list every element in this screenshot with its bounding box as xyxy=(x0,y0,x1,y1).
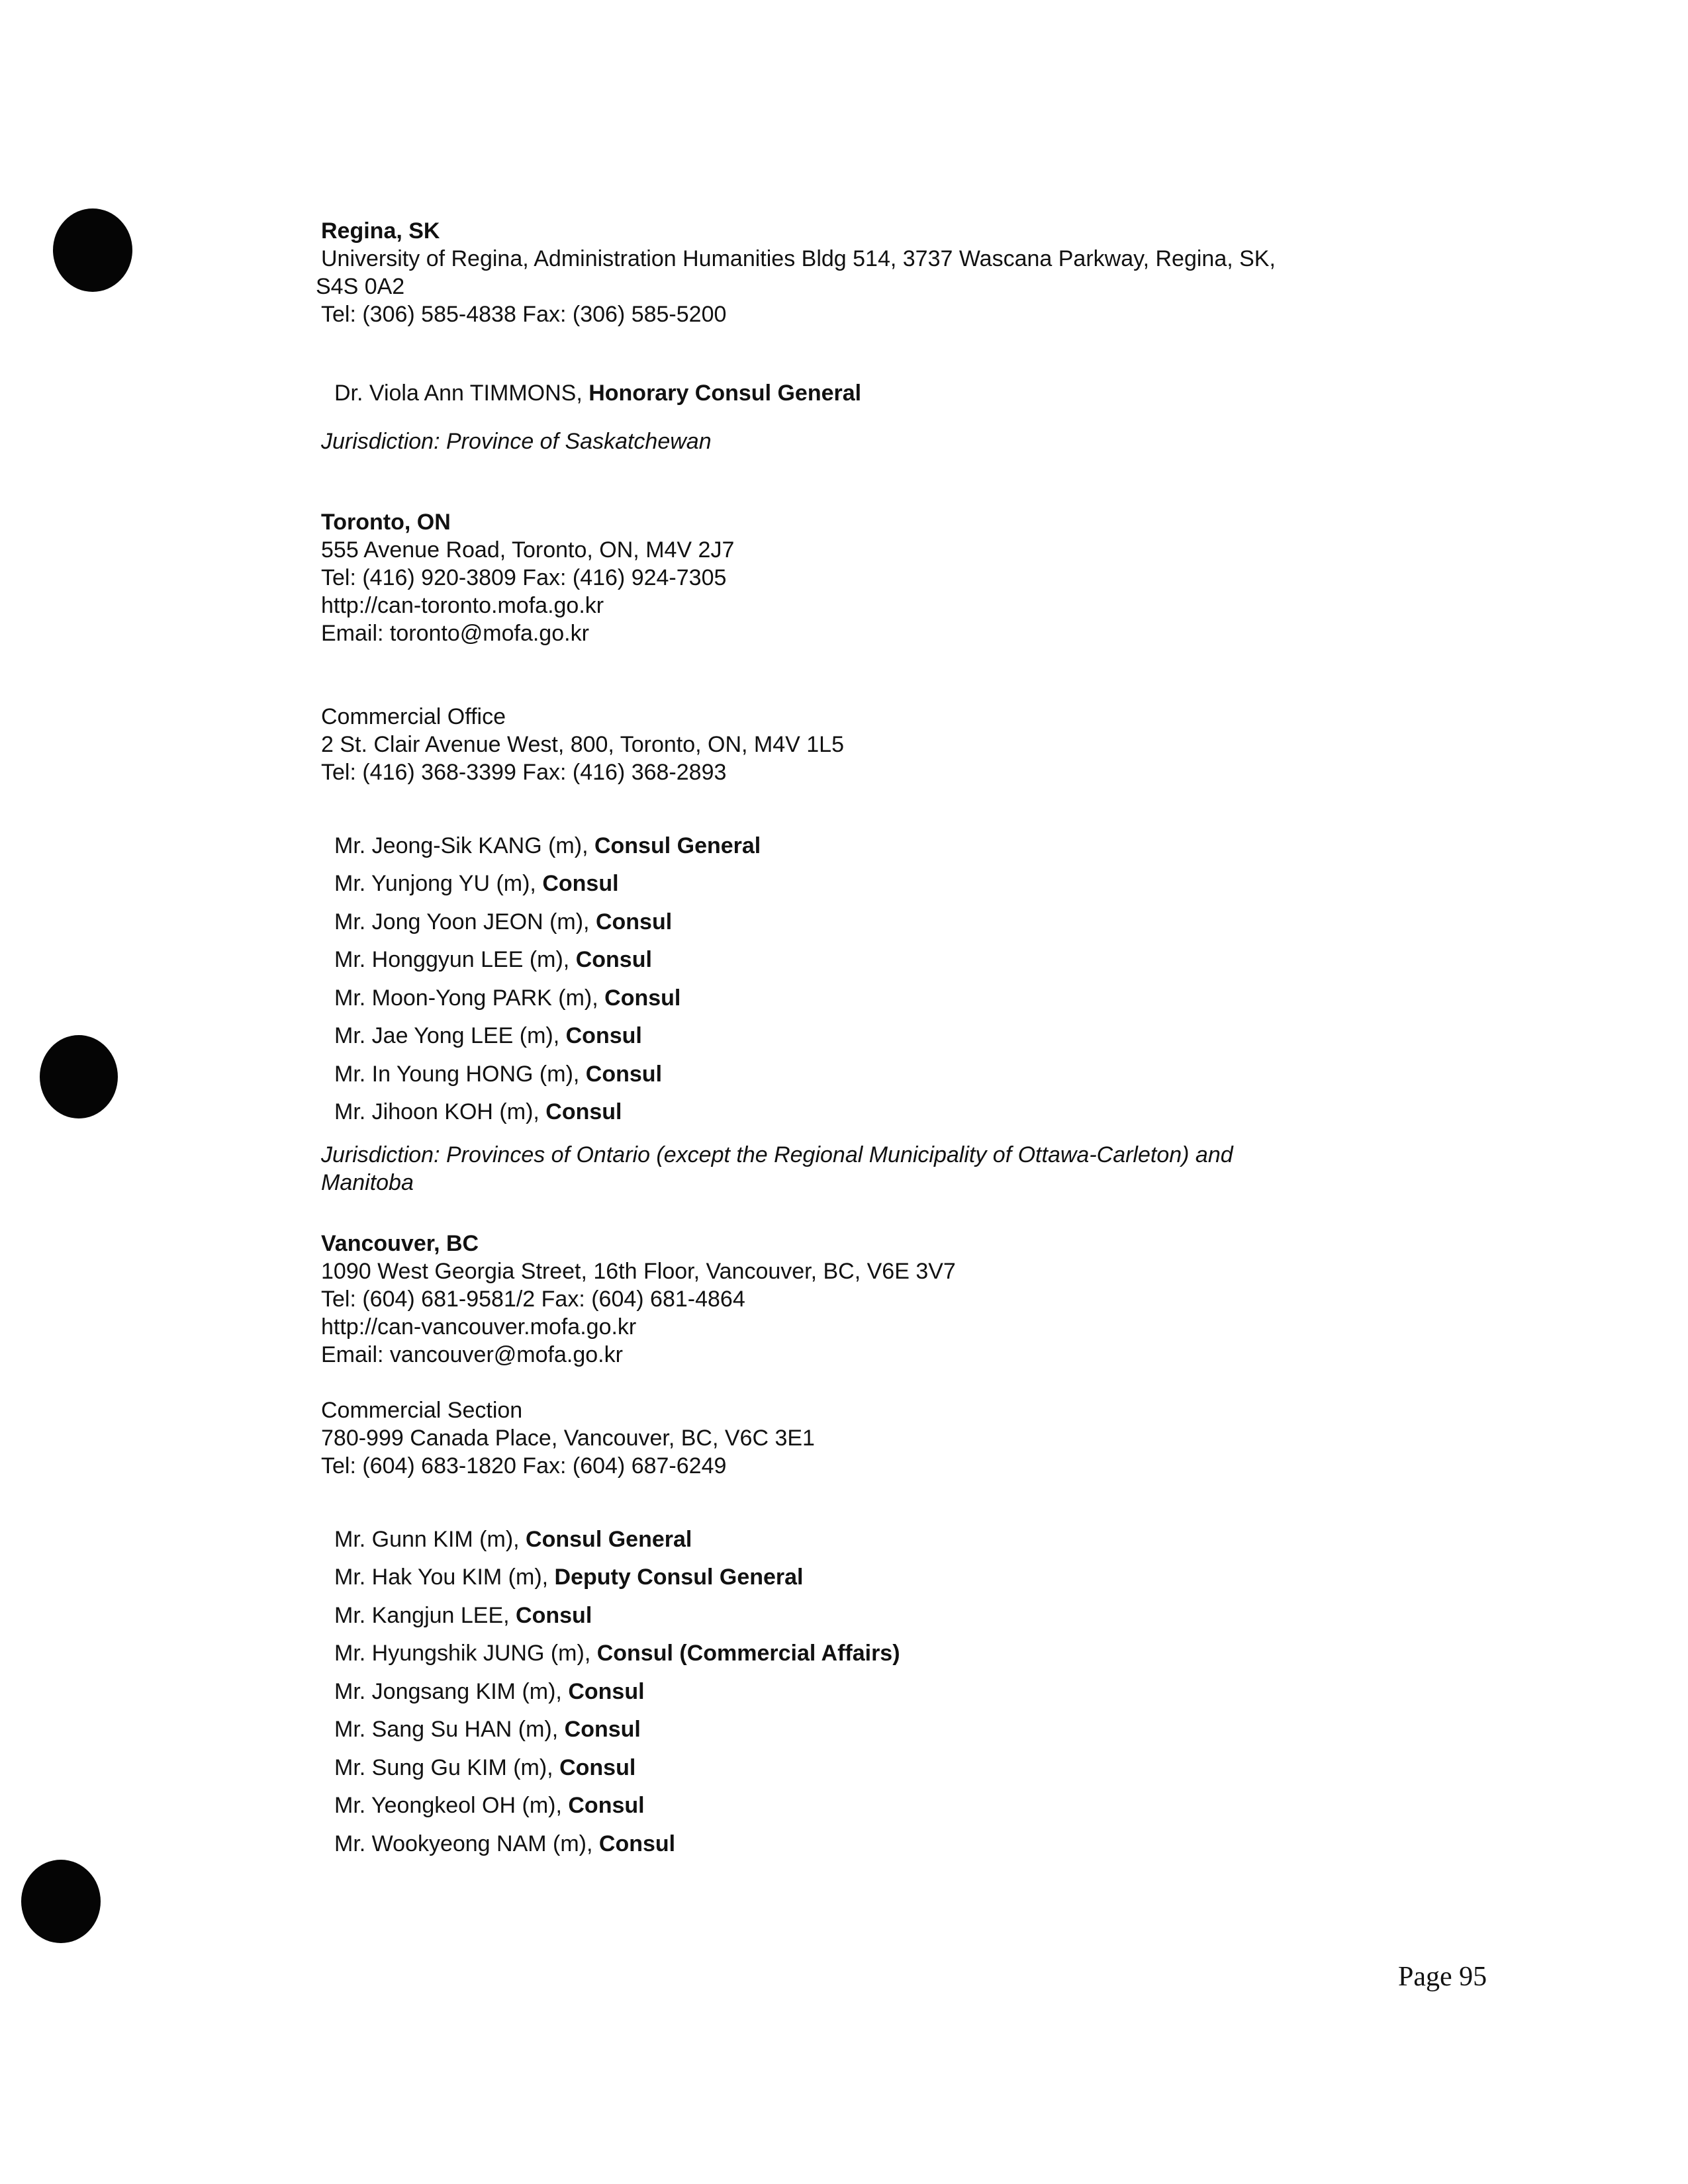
staff-entry xyxy=(334,1749,1486,1788)
staff-entry xyxy=(334,1597,1486,1635)
staff-entry xyxy=(334,903,1486,942)
staff-entry xyxy=(334,827,1486,866)
staff-title: Honorary Consul General xyxy=(588,381,862,406)
binder-hole-middle xyxy=(40,1035,118,1118)
staff-title: Consul General xyxy=(594,833,761,858)
toronto-staff-list xyxy=(334,827,1486,1132)
staff-name: Dr. Viola Ann TIMMONS, xyxy=(334,381,589,406)
staff-title: Consul xyxy=(568,1793,645,1818)
staff-name: Mr. Moon-Yong PARK (m), xyxy=(334,985,605,1011)
staff-name: Mr. Hak You KIM (m), xyxy=(334,1565,555,1590)
staff-entry xyxy=(334,1635,1486,1673)
staff-entry xyxy=(334,865,1486,903)
staff-title: Consul xyxy=(545,1099,622,1124)
vancouver-city-heading: Vancouver, BC xyxy=(321,1230,479,1256)
staff-name: Mr. Jongsang KIM (m), xyxy=(334,1678,569,1704)
staff-name: Mr. In Young HONG (m), xyxy=(334,1061,586,1087)
staff-title: Consul xyxy=(604,985,681,1011)
staff-entry xyxy=(334,1711,1486,1749)
staff-name: Mr. Gunn KIM (m), xyxy=(334,1526,526,1552)
staff-name: Mr. Yeongkeol OH (m), xyxy=(334,1793,569,1818)
toronto-jurisdiction-line2: Manitoba xyxy=(321,1169,414,1195)
vancouver-section xyxy=(321,1230,1486,1864)
staff-entry xyxy=(334,1673,1486,1711)
toronto-phone: Tel: (416) 920-3809 Fax: (416) 924-7305 xyxy=(321,565,727,590)
staff-name: Mr. Kangjun LEE, xyxy=(334,1602,516,1628)
staff-title: Deputy Consul General xyxy=(554,1565,804,1590)
toronto-commercial-office xyxy=(321,703,1486,786)
page-number: Page 95 xyxy=(1398,1962,1487,1992)
staff-title: Consul xyxy=(542,871,619,896)
vancouver-address: 1090 West Georgia Street, 16th Floor, Vancouver, BC, V6E 3V7 xyxy=(321,1258,956,1284)
staff-entry xyxy=(334,375,1486,413)
toronto-office-label: Commercial Office xyxy=(321,704,506,729)
vancouver-staff-list xyxy=(334,1521,1486,1864)
regina-address-line1: University of Regina, Administration Humanities Bldg 514, 3737 Wascana Parkway, Regina, SK, xyxy=(321,246,1276,271)
binder-hole-top xyxy=(53,208,132,292)
vancouver-phone: Tel: (604) 681-9581/2 Fax: (604) 681-4864 xyxy=(321,1286,745,1312)
staff-name: Mr. Yunjong YU (m), xyxy=(334,871,543,896)
staff-title: Consul (Commercial Affairs) xyxy=(596,1641,900,1666)
staff-name: Mr. Honggyun LEE (m), xyxy=(334,947,576,972)
toronto-website: http://can-toronto.mofa.go.kr xyxy=(321,592,604,618)
staff-title: Consul xyxy=(595,909,673,934)
staff-title: Consul xyxy=(516,1602,592,1628)
toronto-city-heading: Toronto, ON xyxy=(321,509,451,535)
toronto-office-address: 2 St. Clair Avenue West, 800, Toronto, ON, M4V 1L5 xyxy=(321,731,844,757)
staff-entry xyxy=(334,1559,1486,1597)
staff-title: Consul xyxy=(575,947,652,972)
staff-title: Consul xyxy=(585,1061,663,1087)
staff-title: Consul xyxy=(568,1678,645,1704)
staff-name: Mr. Sung Gu KIM (m), xyxy=(334,1754,560,1780)
staff-entry xyxy=(334,941,1486,979)
staff-name: Mr. Jong Yoon JEON (m), xyxy=(334,909,596,934)
vancouver-section-label: Commercial Section xyxy=(321,1397,523,1423)
vancouver-commercial-section xyxy=(321,1396,1486,1480)
toronto-section xyxy=(321,508,1486,1197)
staff-name: Mr. Hyungshik JUNG (m), xyxy=(334,1641,597,1666)
regina-jurisdiction: Jurisdiction: Province of Saskatchewan xyxy=(321,428,712,454)
staff-title: Consul xyxy=(564,1717,641,1742)
staff-title: Consul xyxy=(598,1831,676,1856)
vancouver-section-address: 780-999 Canada Place, Vancouver, BC, V6C 3E1 xyxy=(321,1425,815,1451)
regina-staff-list xyxy=(334,375,1486,413)
toronto-address: 555 Avenue Road, Toronto, ON, M4V 2J7 xyxy=(321,537,735,563)
staff-title: Consul General xyxy=(526,1526,692,1552)
vancouver-section-phone: Tel: (604) 683-1820 Fax: (604) 687-6249 xyxy=(321,1453,727,1479)
staff-name: Mr. Wookyeong NAM (m), xyxy=(334,1831,599,1856)
vancouver-website: http://can-vancouver.mofa.go.kr xyxy=(321,1314,637,1340)
toronto-jurisdiction xyxy=(321,1141,1486,1197)
staff-entry xyxy=(334,1787,1486,1825)
staff-entry xyxy=(334,979,1486,1018)
regina-address-line2: S4S 0A2 xyxy=(316,274,405,299)
staff-name: Mr. Sang Su HAN (m), xyxy=(334,1717,565,1742)
regina-section xyxy=(316,217,1486,455)
vancouver-email: Email: vancouver@mofa.go.kr xyxy=(321,1342,623,1367)
staff-title: Consul xyxy=(565,1023,642,1048)
toronto-office-phone: Tel: (416) 368-3399 Fax: (416) 368-2893 xyxy=(321,759,727,785)
staff-title: Consul xyxy=(559,1754,636,1780)
toronto-jurisdiction-line1: Jurisdiction: Provinces of Ontario (except the Regional Municipality of Ottawa-Carleton) and xyxy=(321,1142,1233,1167)
document-body xyxy=(316,217,1486,1863)
toronto-email: Email: toronto@mofa.go.kr xyxy=(321,620,589,646)
staff-entry xyxy=(334,1093,1486,1132)
staff-name: Mr. Jeong-Sik KANG (m), xyxy=(334,833,594,858)
staff-entry xyxy=(334,1825,1486,1864)
regina-phone: Tel: (306) 585-4838 Fax: (306) 585-5200 xyxy=(321,302,727,327)
staff-entry xyxy=(334,1521,1486,1559)
staff-name: Mr. Jihoon KOH (m), xyxy=(334,1099,546,1124)
staff-name: Mr. Jae Yong LEE (m), xyxy=(334,1023,566,1048)
regina-city-heading: Regina, SK xyxy=(321,218,440,244)
staff-entry xyxy=(334,1056,1486,1094)
binder-hole-bottom xyxy=(21,1860,101,1943)
staff-entry xyxy=(334,1017,1486,1056)
